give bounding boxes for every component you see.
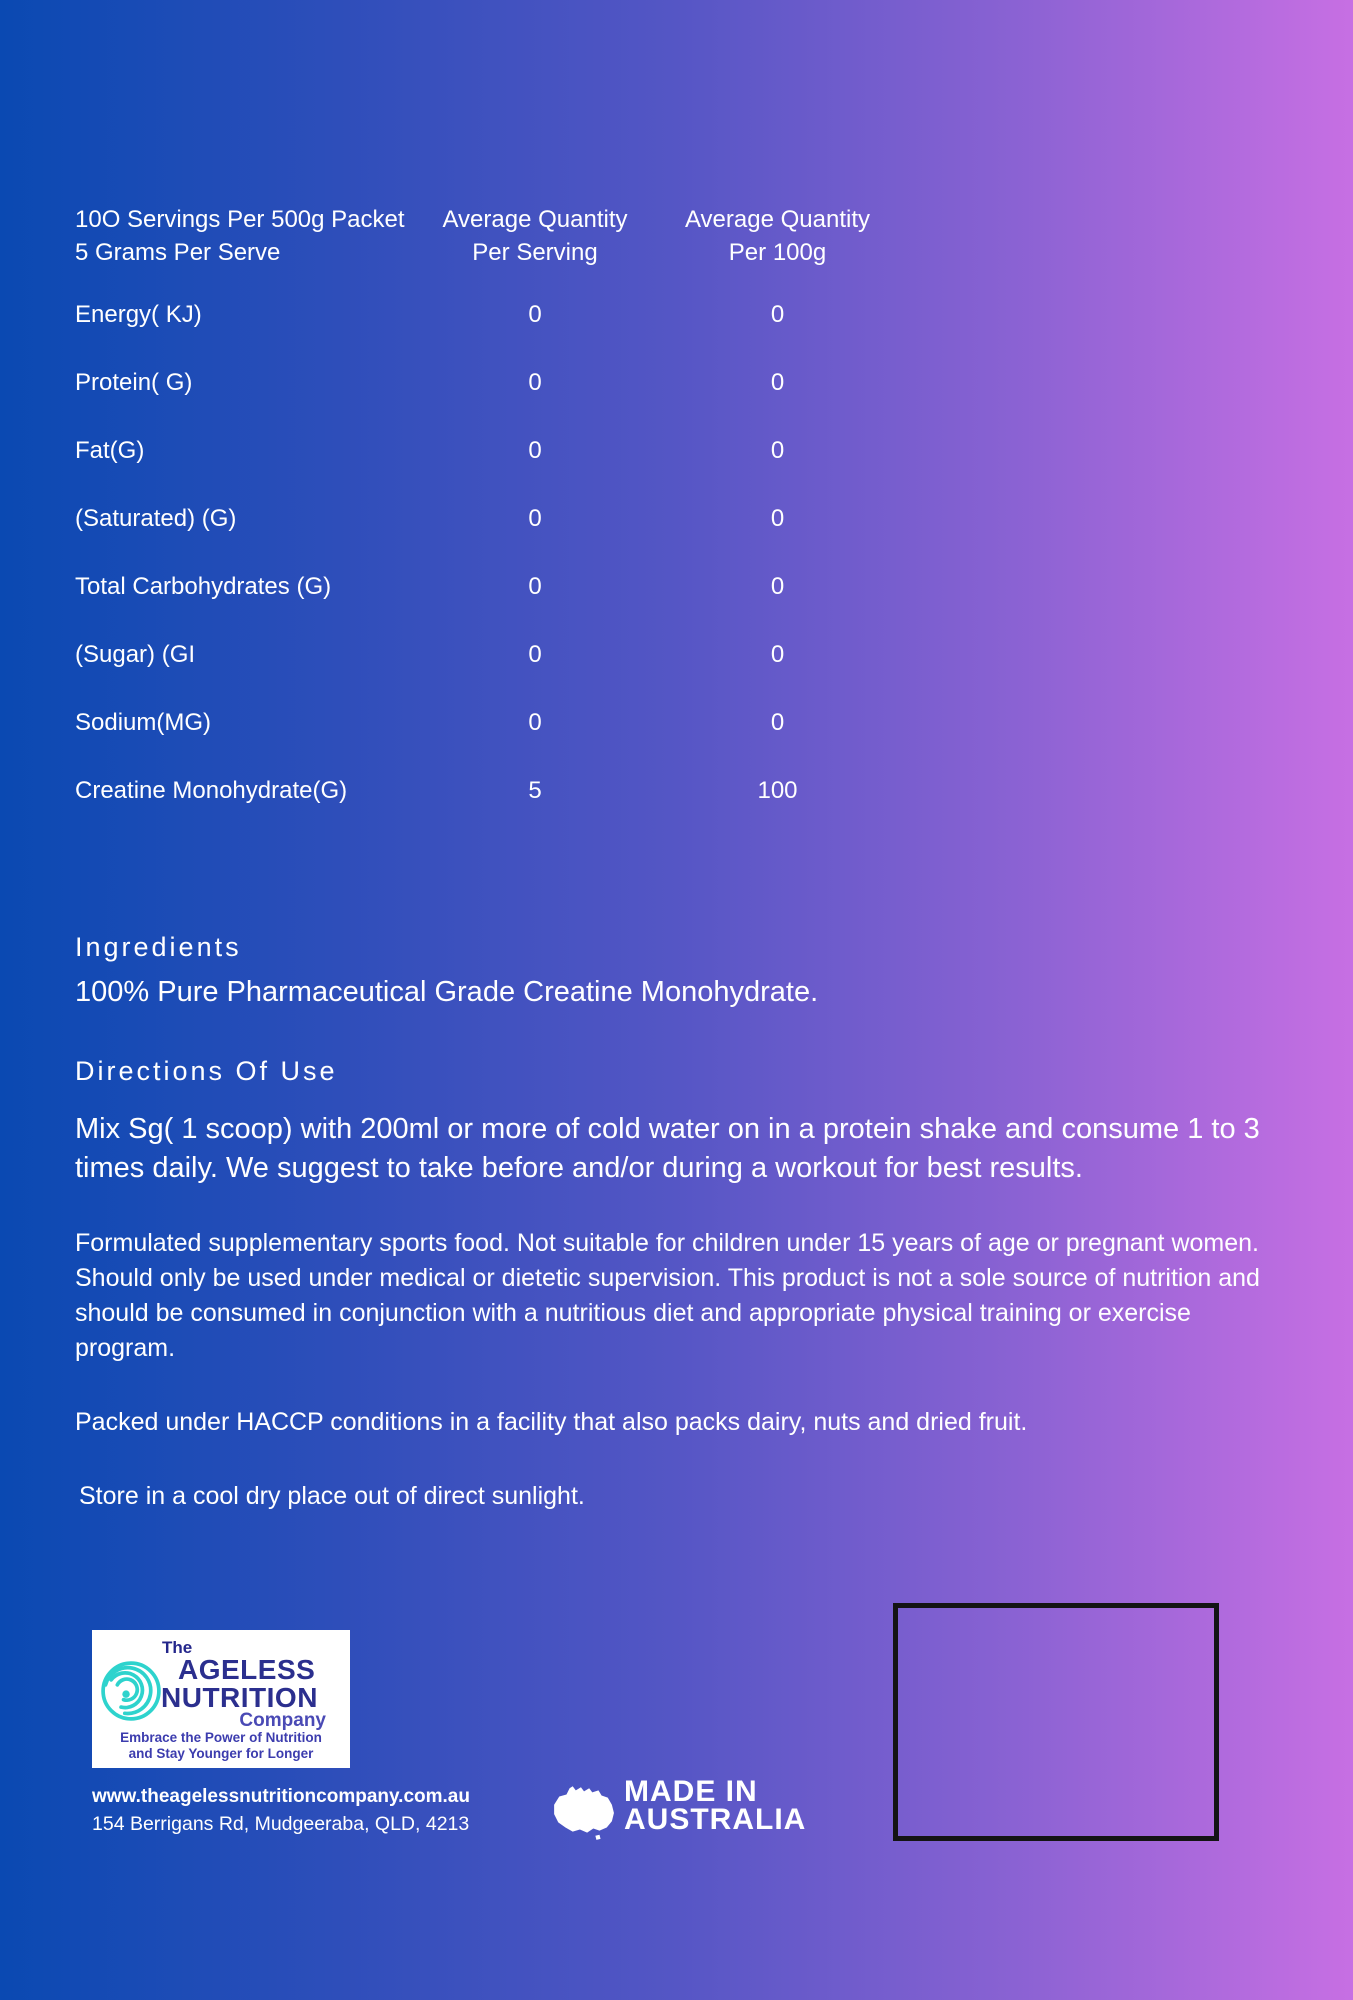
row-label: Total Carbohydrates (G) <box>75 573 332 600</box>
row-per-serving: 0 <box>528 573 542 600</box>
packed-note: Packed under HACCP conditions in a facility that also packs dairy, nuts and dried fruit. <box>75 1408 1028 1436</box>
servings-line2: 5 Grams Per Serve <box>75 239 281 266</box>
table-row <box>75 621 905 689</box>
table-row <box>75 281 905 349</box>
nutrition-table-rows <box>75 281 905 825</box>
row-label: Protein( G) <box>75 369 193 396</box>
servings-line1: 10O Servings Per 500g Packet <box>75 206 405 233</box>
logo-tagline-line1: Embrace the Power of Nutrition <box>120 1730 322 1745</box>
row-per-serving: 5 <box>528 777 542 804</box>
row-label: Fat(G) <box>75 437 145 464</box>
disclaimer-text: Formulated supplementary sports food. Not suitable for children under 15 years of age or pregnant women. Should only be used under medical or dietetic supervision. This product is not a sole source of nutrition and should be consumed in conjunction with a nutritious diet and appropriate physical training or exercise program. <box>75 1229 1260 1362</box>
row-label: Energy( KJ) <box>75 301 202 328</box>
row-per-100g: 0 <box>770 641 785 668</box>
directions-text: Mix Sg( 1 scoop) with 200ml or more of cold water on in a protein shake and consume 1 to 3 times daily. We suggest to take before and/or during a workout for best results. <box>75 1113 1260 1184</box>
website-url: www.theagelessnutritioncompany.com.au <box>92 1786 470 1807</box>
row-per-100g: 0 <box>770 709 785 736</box>
per-100g-line1: Average Quantity <box>684 206 870 233</box>
table-row <box>75 553 905 621</box>
ageless-logo-mark-icon <box>100 1660 162 1722</box>
row-per-serving: 0 <box>528 301 542 328</box>
table-row <box>75 417 905 485</box>
row-label: (Saturated) (G) <box>75 505 237 532</box>
storage-note: Store in a cool dry place out of direct sunlight. <box>79 1482 585 1510</box>
row-per-100g: 100 <box>757 777 798 804</box>
row-per-serving: 0 <box>528 369 542 396</box>
row-per-serving: 0 <box>528 505 542 532</box>
ingredients-heading: Ingredients <box>75 932 242 962</box>
row-label: Sodium(MG) <box>75 709 212 736</box>
row-per-serving: 0 <box>528 709 542 736</box>
row-per-100g: 0 <box>770 505 785 532</box>
nutrition-table-header <box>75 203 905 269</box>
brand-logo <box>92 1630 350 1768</box>
table-row <box>75 349 905 417</box>
per-serving-header <box>420 203 650 269</box>
made-in-line1: MADE IN <box>624 1775 758 1808</box>
row-per-100g: 0 <box>770 437 785 464</box>
made-in-australia-badge <box>550 1775 807 1842</box>
servings-header <box>75 203 420 269</box>
row-label: Creatine Monohydrate(G) <box>75 777 348 804</box>
row-per-serving: 0 <box>528 641 542 668</box>
logo-ageless: AGELESS <box>178 1654 316 1685</box>
made-in-text <box>624 1775 807 1836</box>
logo-the: The <box>162 1638 193 1657</box>
per-100g-header <box>650 203 905 269</box>
logo-company: Company <box>239 1710 326 1731</box>
per-serving-line2: Per Serving <box>472 239 598 266</box>
street-address: 154 Berrigans Rd, Mudgeeraba, QLD, 4213 <box>92 1813 470 1835</box>
australia-map-icon <box>550 1782 616 1842</box>
row-label: (Sugar) (GI <box>75 641 196 668</box>
row-per-100g: 0 <box>770 369 785 396</box>
logo-tagline-line2: and Stay Younger for Longer <box>128 1746 314 1761</box>
per-serving-line1: Average Quantity <box>442 206 628 233</box>
row-per-100g: 0 <box>770 301 785 328</box>
per-100g-line2: Per 100g <box>728 239 827 266</box>
table-row <box>75 485 905 553</box>
row-per-serving: 0 <box>528 437 542 464</box>
ingredients-text: 100% Pure Pharmaceutical Grade Creatine Monohydrate. <box>75 976 819 1008</box>
directions-heading: Directions Of Use <box>75 1056 338 1086</box>
made-in-line2: AUSTRALIA <box>624 1803 807 1836</box>
row-per-100g: 0 <box>770 573 785 600</box>
barcode-placeholder-frame <box>893 1603 1219 1841</box>
logo-nutrition: NUTRITION <box>161 1682 318 1713</box>
table-row <box>75 689 905 757</box>
table-row <box>75 757 905 825</box>
